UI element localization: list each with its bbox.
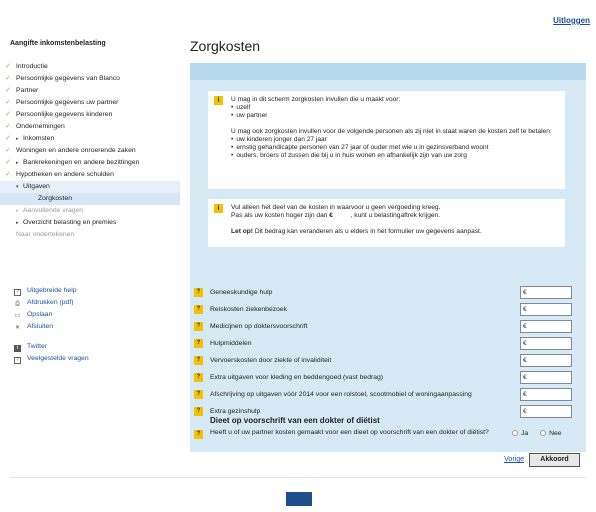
help-icon[interactable]: ?	[194, 390, 203, 399]
list-item: • uw partner	[231, 112, 559, 120]
radio-no-label[interactable]: Nee	[549, 430, 562, 437]
tool-link[interactable]	[14, 309, 174, 321]
sidebar-item-label: Zorgkosten	[38, 195, 73, 202]
list-item: • ernstig gehandicapte personen van 27 jaar of ouder met wie u in gezinsverband woont	[231, 144, 559, 152]
help-icon[interactable]: ?	[194, 305, 203, 314]
list-item: • uzelf	[231, 104, 559, 112]
expand-arrow-icon[interactable]: ▸	[16, 220, 19, 226]
sidebar-item-label: Bankrekeningen en andere bezittingen	[23, 159, 140, 166]
sidebar-item-label: Partner	[16, 87, 39, 94]
sidebar-item[interactable]	[0, 205, 180, 217]
radio-no[interactable]	[540, 430, 546, 436]
tool-label: Uitgebreide help	[27, 287, 77, 294]
sidebar-item[interactable]	[0, 109, 180, 121]
radio-yes[interactable]	[512, 430, 518, 436]
tool-label: Afsluiten	[27, 323, 54, 330]
logout-link[interactable]: Uitloggen	[553, 16, 590, 25]
help-icon[interactable]: ?	[194, 339, 203, 348]
info-box-amount	[208, 199, 565, 247]
panel-header-band	[190, 63, 586, 80]
note-text: Dit bedrag kan veranderen als u elders in het formulier uw gegevens aanpast.	[254, 228, 482, 235]
cost-label: Geneeskundige hulp	[210, 289, 273, 296]
info-line2-pre: Pas als uw kosten hoger zijn dan	[231, 212, 328, 219]
save-icon: ▭	[14, 313, 21, 319]
tool-label: Twitter	[27, 343, 48, 350]
help-icon[interactable]: ?	[194, 322, 203, 331]
help-icon[interactable]: ?	[194, 373, 203, 382]
dieet-radio-group	[512, 430, 572, 437]
sidebar-item-label: Inkomsten	[23, 135, 55, 142]
tool-link[interactable]	[14, 285, 174, 297]
checkmark-icon: ✓	[5, 63, 11, 70]
dieet-question: Heeft u of uw partner kosten gemaakt voor een dieet op voorschrift van een dokter of diëtist?	[210, 429, 489, 436]
persons-list	[231, 136, 559, 160]
note-bold: Let op!	[231, 228, 253, 235]
main-content	[190, 38, 586, 452]
expand-arrow-icon[interactable]: ▸	[16, 136, 19, 142]
amount-input[interactable]: €	[520, 286, 572, 299]
sidebar-item-label: Uitgaven	[23, 183, 50, 190]
checkmark-icon: ✓	[5, 99, 11, 106]
sidebar-item[interactable]	[0, 145, 180, 157]
list-item: • ouders, broers of zussen die bij u in huis wonen en afhankelijk zijn van uw zorg	[231, 152, 559, 160]
for-list	[231, 104, 559, 120]
cost-label: Medicijnen op doktersvoorschrift	[210, 323, 308, 330]
sidebar-item[interactable]	[0, 157, 180, 169]
tool-link[interactable]	[14, 353, 174, 365]
bottom-tab[interactable]	[286, 492, 312, 506]
amount-input[interactable]: €	[520, 354, 572, 367]
sidebar-item-label: Ondernemingen	[16, 123, 65, 130]
amount-input[interactable]: €	[520, 320, 572, 333]
sidebar-item[interactable]	[0, 229, 180, 241]
sidebar-item[interactable]	[0, 217, 180, 229]
page-title: Zorgkosten	[190, 38, 261, 54]
sidebar-item-label: Introductie	[16, 63, 48, 70]
akkoord-button[interactable]: Akkoord	[529, 453, 580, 467]
help-icon: ?	[14, 289, 21, 296]
print-icon: ⎙	[15, 301, 20, 307]
expand-arrow-icon[interactable]: ▸	[16, 160, 19, 166]
help-icon[interactable]: ?	[194, 288, 203, 297]
cost-row	[190, 301, 586, 318]
twitter-icon: t	[14, 345, 21, 352]
threshold-euro: €	[329, 212, 333, 219]
cost-label: Reiskosten ziekenbezoek	[210, 306, 288, 313]
sidebar-item[interactable]	[0, 193, 180, 205]
sidebar-item-label: Persoonlijke gegevens uw partner	[16, 99, 119, 106]
help-icon[interactable]: ?	[194, 356, 203, 365]
sidebar-item[interactable]	[0, 61, 180, 73]
cost-row	[190, 318, 586, 335]
dieet-question-row	[190, 429, 586, 449]
info-icon: i	[214, 204, 223, 213]
close-icon: ✕	[14, 325, 21, 331]
amount-input[interactable]: €	[520, 337, 572, 350]
divider	[10, 477, 586, 478]
cost-row	[190, 284, 586, 301]
checkmark-icon: ✓	[5, 159, 11, 166]
radio-yes-label[interactable]: Ja	[521, 430, 529, 437]
cost-label: Vervoerskosten door ziekte of invaliditeit	[210, 357, 332, 364]
info-note	[231, 228, 559, 236]
tool-link[interactable]	[14, 321, 174, 333]
amount-input[interactable]: €	[520, 371, 572, 384]
sidebar-tools	[14, 285, 174, 365]
faq-icon: ?	[14, 357, 21, 364]
info-box-who	[208, 91, 565, 189]
sidebar-item-label: Overzicht belasting en premies	[23, 219, 117, 226]
tool-link[interactable]	[14, 341, 174, 353]
checkmark-icon: ✓	[5, 147, 11, 154]
dieet-title: Dieet op voorschrift van een dokter of diëtist	[210, 416, 380, 425]
help-icon[interactable]: ?	[194, 407, 203, 416]
info-intro: U mag in dit scherm zorgkosten invullen die u maakt voor:	[231, 96, 401, 103]
sidebar-item-label: Hypotheken en andere schulden	[16, 171, 114, 178]
sidebar	[0, 40, 180, 241]
tool-label: Opslaan	[27, 311, 53, 318]
sidebar-item-label: Persoonlijke gegevens kinderen	[16, 111, 113, 118]
sidebar-item-label: Aanvullende vragen	[23, 207, 84, 214]
sidebar-item-label: Naar ondertekenen	[16, 231, 75, 238]
cost-label: Afschrijving op uitgaven vóór 2014 voor een rolstoel, scootmobiel of woningaanpassing	[210, 391, 472, 398]
sidebar-item-label: Persoonlijke gegevens van Blanco	[16, 75, 120, 82]
info-line2	[231, 212, 559, 220]
sidebar-item[interactable]	[0, 133, 180, 145]
checkmark-icon: ✓	[5, 111, 11, 118]
sidebar-nav	[0, 61, 180, 241]
cost-row	[190, 369, 586, 386]
sidebar-item[interactable]	[0, 169, 180, 181]
form-footer	[190, 453, 586, 467]
sidebar-item-label: Woningen en andere onroerende zaken	[16, 147, 136, 154]
info-line1: Vul alleen het deel van de kosten in waarvoor u geen vergoeding kreeg.	[231, 204, 441, 211]
amount-input[interactable]: €	[520, 303, 572, 316]
checkmark-icon: ✓	[5, 135, 11, 142]
cost-label: Hulpmiddelen	[210, 340, 252, 347]
sidebar-item[interactable]	[0, 181, 180, 193]
cost-label: Extra gezinshulp	[210, 408, 261, 415]
cost-row	[190, 352, 586, 369]
info-para2: U mag ook zorgkosten invullen voor de volgende personen als zij niet in staat waren de kosten zelf te betalen:	[231, 128, 552, 135]
checkmark-icon: ✓	[5, 87, 11, 94]
amount-input[interactable]: €	[520, 388, 572, 401]
expand-arrow-icon[interactable]: ▸	[16, 208, 19, 214]
help-icon[interactable]: ?	[194, 430, 203, 439]
amount-input[interactable]: €	[520, 405, 572, 418]
cost-row	[190, 335, 586, 352]
sidebar-item[interactable]	[0, 85, 180, 97]
expand-arrow-icon[interactable]: ▾	[16, 184, 19, 190]
tool-label: Afdrukken (pdf)	[27, 299, 74, 306]
tool-link[interactable]	[14, 297, 174, 309]
sidebar-item[interactable]	[0, 121, 180, 133]
form-panel	[190, 63, 586, 452]
checkmark-icon: ✓	[5, 123, 11, 130]
checkmark-icon: ✓	[5, 75, 11, 82]
sidebar-item[interactable]	[0, 73, 180, 85]
info-line2-post: , kunt u belastingaftrek krijgen.	[350, 212, 441, 219]
cost-rows	[190, 284, 586, 420]
tool-label: Veelgestelde vragen	[27, 355, 89, 362]
cost-label: Extra uitgaven voor kleding en beddengoed (vast bedrag)	[210, 374, 384, 381]
list-item: • uw kinderen jonger dan 27 jaar	[231, 136, 559, 144]
back-link[interactable]: Vorige	[504, 456, 524, 463]
checkmark-icon: ✓	[5, 171, 11, 178]
cost-row	[190, 386, 586, 403]
sidebar-title: Aangifte inkomstenbelasting	[10, 40, 106, 47]
info-icon: i	[214, 96, 223, 105]
sidebar-item[interactable]	[0, 97, 180, 109]
